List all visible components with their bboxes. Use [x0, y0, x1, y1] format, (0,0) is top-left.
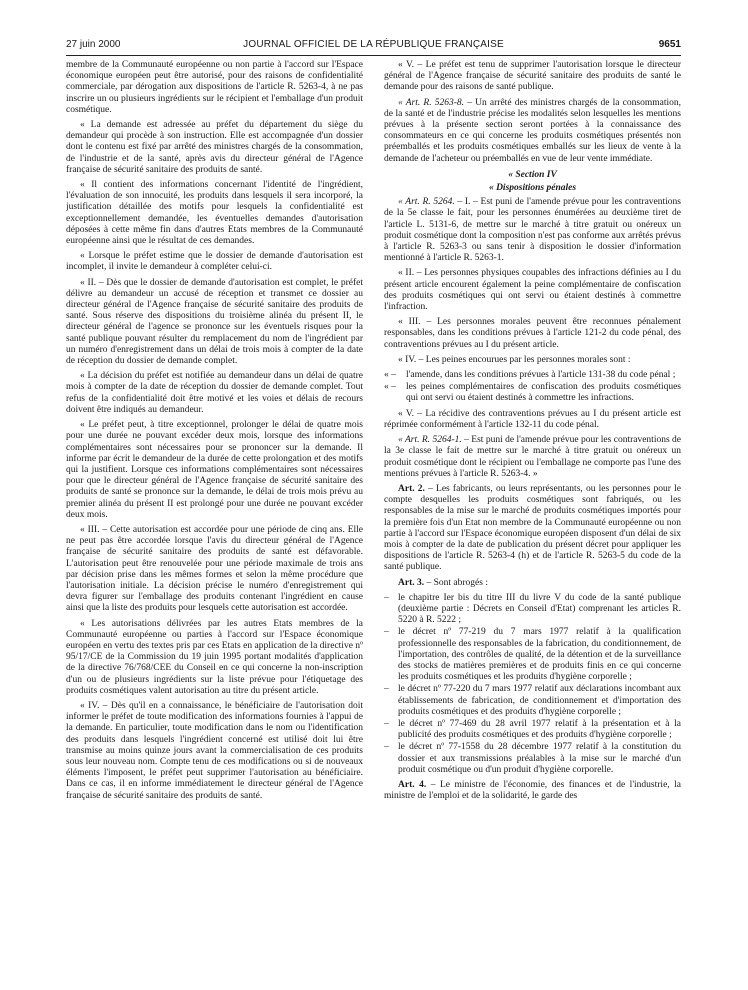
paragraph-text: – I. – Est puni de l'amende prévue pour les contraventions de la 5e classe le fait, pour les personnes énumérées au deuxième tiret de l'article L. 5131-6, de mettre sur le marché à titre gratuit ou onéreux un produit cosmétique dont la composition n'est pas conforme aux arrêtés prévus à l'article R. 5263-3 ou sans tenir à disposition le dossier d'information mentionné à l'article R. 5263-1.	[384, 197, 681, 264]
paragraph-text: – Est puni de l'amende prévue pour les contraventions de la 3e classe le fait de mettre sur le marché à titre gratuit ou onéreux un produit cosmétique dont le récipient ou l'emballage ne comporte pas l'une des mentions prévues à l'article R. 5263-4. »	[384, 435, 681, 479]
list-item-text: le décret nº 77-469 du 28 avril 1977 relatif à la présentation et à la publicité des produits cosmétiques et des produits d'hygiène corporelle ;	[398, 718, 681, 741]
subsection-heading: « Dispositions pénales	[488, 183, 577, 194]
paragraph-text: – Le ministre de l'économie, des finances et de l'industrie, la ministre de l'emploi et de la solidarité, le garde des	[384, 779, 681, 802]
paragraph: « La décision du préfet est notifiée au demandeur dans un délai de quatre mois à compter de la date de réception du dossier de demande complet. Tout refus de la confidentialité doit être motivé et les voies et délais de recours doivent être indiqués au demandeur.	[66, 371, 363, 415]
left-column	[66, 60, 363, 982]
list-item	[384, 627, 681, 683]
paragraph: « III. – Cette autorisation est accordée pour une période de cinq ans. Elle ne peut pas être accordée lorsque l'avis du directeur général de l'Agence française de sécurité sanitaire des produits de santé est défavorable. L'autorisation peut être renouvelée pour une période maximale de trois ans par décision prise dans les mêmes formes et selon la même procédure que l'autorisation initiale. La décision précise le numéro d'enregistrement qui devra figurer sur l'emballage des produits contenant l'ingrédient en cause ainsi que la liste des produits pour lesquels cette autorisation est accordée.	[66, 524, 363, 614]
list-item-text: le décret nº 77-219 du 7 mars 1977 relatif à la qualification professionnelle des responsables de la fabrication, du conditionnement, de l'importation, des contrôles de qualité, de la détention et de la surveillance des stocks de matières premières et de produits finis en ce qui concerne les produits cosmétiques et les produits d'hygiène corporelle ;	[398, 627, 681, 683]
list-item	[384, 684, 681, 718]
paragraph	[384, 484, 681, 574]
list-item-text: les peines complémentaires de confiscation des produits cosmétiques qui ont servi ou étaient destinés à commettre les infractions.	[406, 382, 681, 404]
article-lead: Art. 2.	[398, 483, 425, 494]
list-item-text: le décret nº 77-1558 du 28 décembre 1977 relatif à la constitution du dossier et aux transmissions préalables à la mise sur le marché d'un produit cosmétique ou d'un produit d'hygiène corporelle.	[398, 742, 681, 775]
article-ref: « Art. R. 5264.	[398, 197, 455, 208]
paragraph: « III. – Les personnes morales peuvent être reconnues pénalement responsables, dans les conditions prévues à l'article 121-2 du code pénal, des contraventions prévues au I du présent article.	[384, 317, 681, 350]
paragraph	[384, 578, 681, 589]
article-lead: Art. 3.	[398, 577, 425, 588]
repealed-list	[384, 593, 681, 776]
list-dash: –	[384, 718, 389, 729]
right-column	[384, 60, 681, 982]
paragraph-text: – Un arrêté des ministres chargés de la consommation, de la santé et de l'industrie précise les modalités selon lesquelles les mentions prévues à la présente section seront portées à la connaissance des consommateurs en ce qui concerne les produits cosmétiques présentés non préemballés et les produits cosmétiques emballés sur les lieux de vente à la demande de l'acheteur ou préemballés en vue de leur vente immédiate.	[384, 97, 681, 164]
article-ref: « Art. R. 5264-1.	[398, 435, 462, 446]
paragraph-text: – Sont abrogés :	[424, 577, 488, 588]
paragraph	[384, 197, 681, 264]
article-lead: Art. 4.	[398, 779, 427, 790]
list-item-text: le décret nº 77-220 du 7 mars 1977 relatif aux déclarations incombant aux établissements de fabrication, de conditionnement et d'importation des produits cosmétiques et des produits d'hygiène corporelle ;	[398, 684, 681, 717]
header-title: JOURNAL OFFICIEL DE LA RÉPUBLIQUE FRANÇAISE	[243, 39, 504, 50]
paragraph	[384, 98, 681, 165]
list-item-text: le chapitre Ier bis du titre III du livre V du code de la santé publique (deuxième partie : Décrets en Conseil d'Etat) comprenant les articles R. 5220 à R. 5222 ;	[398, 592, 681, 626]
page-header	[66, 39, 681, 53]
paragraph: « Lorsque le préfet estime que le dossier de demande d'autorisation est incomplet, il invite le demandeur à compléter celui-ci.	[66, 251, 363, 273]
paragraph: « Il contient des informations concernant l'identité de l'ingrédient, l'évaluation de son innocuité, les produits dans lesquels il sera incorporé, la justification détaillée des motifs pour lesquels la confidentialité est exceptionnellement demandée, les éventuelles demandes d'autorisation déposées à cette même fin dans d'autres Etats membres de la Communauté européenne ainsi que le résultat de ces demandes.	[66, 180, 363, 247]
article-ref: « Art. R. 5263-8.	[398, 97, 465, 108]
paragraph-text: – Les fabricants, ou leurs représentants, ou les personnes pour le compte desquelles les produits cosmétiques sont fabriqués, ou les responsables de la mise sur le marché de produits cosmétiques importés pour la première fois d'un Etat non membre de la Communauté européenne ou non partie à l'accord sur l'Espace économique européen disposent d'un délai de six mois à compter de la date de publication du présent décret pour appliquer les dispositions de l'article R. 5263-4 (h) et de l'article R. 5263-5 du code de la santé publique.	[384, 483, 681, 573]
paragraph: « II. – Les personnes physiques coupables des infractions définies au I du présent article encourent également la peine complémentaire de confiscation des produits cosmétiques qui ont servi ou étaient destinés à commettre l'infraction.	[384, 268, 681, 313]
list-dash: –	[384, 684, 389, 695]
paragraph: « IV. – Dès qu'il en a connaissance, le bénéficiaire de l'autorisation doit informer le préfet de toute modification des informations fournies à l'appui de la demande. En particulier, toute modification dans le nom ou l'identification des produits dans lesquels l'ingrédient concerné est utilisé doit lui être transmise au moins quinze jours avant la commercialisation de ces produits sous leur nouveau nom. Compte tenu de ces modifications ou si de nouveaux éléments l'imposent, le préfet peut supprimer l'autorisation au bénéficiaire. Dans ce cas, il en informe immédiatement le directeur général de l'Agence française de sécurité sanitaire des produits de santé.	[66, 700, 363, 801]
list-item-text: l'amende, dans les conditions prévues à l'article 131-38 du code pénal ;	[406, 370, 676, 381]
list-item	[384, 382, 681, 404]
paragraph: « IV. – Les peines encourues par les personnes morales sont :	[398, 354, 631, 365]
header-rule	[66, 55, 681, 56]
paragraph: membre de la Communauté européenne ou non partie à l'accord sur l'Espace économique européen peut être autorisé, pour des raisons de confidentialité commerciale, par dérogation aux dispositions de l'article R. 5263-4, à ne pas inscrire un ou plusieurs ingrédients sur le récipient et l'emballage d'un produit cosmétique.	[66, 60, 363, 115]
paragraph: « V. – Le préfet est tenu de supprimer l'autorisation lorsque le directeur général de l'Agence française de sécurité sanitaire des produits de santé le demande pour des raisons de santé publique.	[384, 60, 681, 93]
list-dash: –	[384, 592, 389, 603]
list-dash: « –	[384, 370, 396, 381]
paragraph: « La demande est adressée au préfet du département du siège du demandeur qui procède à son instruction. Elle est accompagnée d'un dossier dont le contenu est fixé par arrêté des ministres chargés de la consommation, de l'industrie et de la santé, après avis du directeur général de l'Agence française de sécurité sanitaire des produits de santé.	[66, 120, 363, 175]
list-item	[384, 593, 681, 627]
list-dash: –	[384, 627, 389, 638]
paragraph: « V. – La récidive des contraventions prévues au I du présent article est réprimée conformément à l'article 132-11 du code pénal.	[384, 408, 681, 430]
list-item	[384, 742, 681, 776]
list-item	[384, 370, 681, 381]
penalty-list	[384, 370, 681, 405]
paragraph: « Le préfet peut, à titre exceptionnel, prolonger le délai de quatre mois pour une durée ne pouvant excéder deux mois, lorsque des informations complémentaires sont nécessaires pour se prononcer sur la demande. Il informe par écrit le demandeur de la durée de cette prolongation et des motifs qui la justifient. Lorsque ces informations complémentaires sont nécessaires pour que le directeur général de l'Agence française de sécurité sanitaire des produits de santé se prononce sur la demande, le délai de trois mois prévu au premier alinéa du présent II est prolongé pour une durée ne pouvant excéder deux mois.	[66, 420, 363, 520]
paragraph	[384, 780, 681, 802]
list-dash: –	[384, 742, 389, 753]
list-dash: « –	[384, 382, 396, 393]
paragraph: « Les autorisations délivrées par les autres Etats membres de la Communauté européenne ou parties à l'accord sur l'Espace économique européen en vertu des textes pris par ces Etats en application de la directive nº 95/17/CE de la Commission du 19 juin 1995 portant modalités d'application de la directive 76/768/CEE du Conseil en ce qui concerne la non-inscription d'un ou de plusieurs ingrédients sur la liste prévue pour l'étiquetage des produits cosmétiques valent autorisation au titre du présent article.	[66, 618, 363, 696]
page-number: 9651	[658, 39, 681, 50]
header-date: 27 juin 2000	[66, 39, 121, 50]
paragraph: « II. – Dès que le dossier de demande d'autorisation est complet, le préfet délivre au demandeur un accusé de réception et transmet ce dossier au directeur général de l'Agence française de sécurité sanitaire des produits de santé. Sous réserve des dispositions du troisième alinéa du présent II, le directeur général de l'agence se prononce sur les éventuels risques pour la santé publique pouvant résulter du remplacement du nom de l'ingrédient par un numéro d'enregistrement dans un délai de trois mois à compter de la date de réception du dossier de demande complet.	[66, 277, 363, 367]
list-item	[384, 719, 681, 741]
paragraph	[384, 435, 681, 480]
section-heading: « Section IV	[508, 169, 557, 180]
